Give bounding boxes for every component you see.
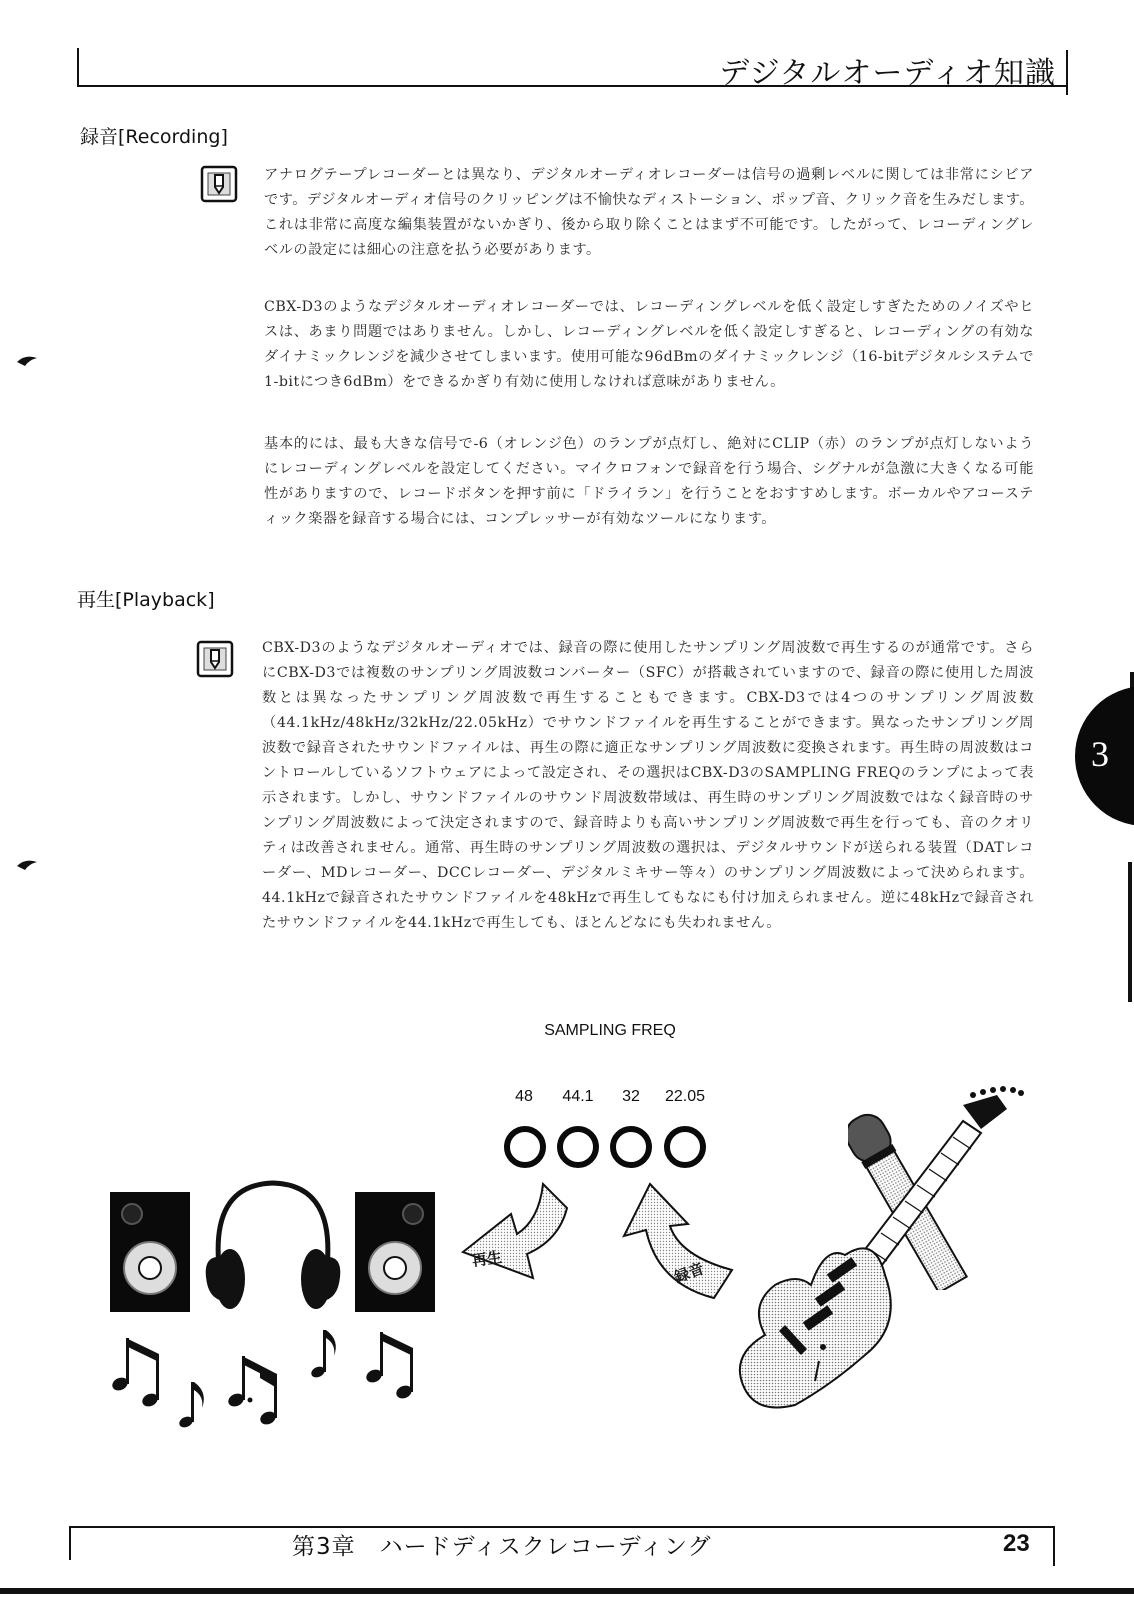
recording-arrow-icon [620,1180,745,1305]
footer-rule-right [1053,1526,1055,1566]
headphones-icon [198,1175,348,1315]
note-icon [200,165,238,203]
freq-label-44-1: 44.1 [562,1088,594,1105]
margin-mark [15,352,39,368]
freq-label-32: 32 [622,1088,640,1105]
recording-paragraph-2: CBX-D3のようなデジタルオーディオレコーダーでは、レコーディングレベルを低く設定しすぎたためのノイズやヒスは、あまり問題ではありません。しかし、レコーディングレベルを低く設定しすぎると、レコーディングの有効なダイナミックレンジを減少させてしまいます。使用可能な96dBmのダイナミックレンジ（16-bitデジタルシステムで1-bitにつき6dBm）をできるかぎり有効に使用しなければ意味がありません。 [264,299,1034,390]
lamp-44-1 [557,1126,599,1168]
music-notes-icon [108,1320,428,1435]
chapter-tab-number: 3 [1091,734,1109,774]
header-rule-left [77,48,79,86]
lamp-22-05 [664,1126,706,1168]
figure-title: SAMPLING FREQ [544,1022,676,1039]
recording-paragraph-3: 基本的には、最も大きな信号で-6（オレンジ色）のランプが点灯し、絶対にCLIP（赤）のランプが点灯しないようにレコーディングレベルを設定してください。マイクロフォンで録音を行う場合、シグナルが急激に大きくなる可能性がありますので、レコードボタンを押す前に「ドライラン」を行うことをおすすめします。ボーカルやアコースティック楽器を録音する場合には、コンプレッサーが有効なツールになります。 [264,436,1034,527]
speaker-icon [110,1192,190,1312]
freq-label-22-05: 22.05 [664,1088,706,1105]
header-rule-right [1066,50,1068,95]
playback-title: 再生[Playback] [77,589,215,611]
recording-paragraph-1: アナログテープレコーダーとは異なり、デジタルオーディオレコーダーは信号の過剰レベルに関しては非常にシビアです。デジタルオーディオ信号のクリッピングは不愉快なディストーション、ポップ音、クリック音を生みだします。これは非常に高度な編集装置がないかぎり、後から取り除くことはまず不可能です。したがって、レコーディングレベルの設定には細心の注意を払う必要があります。 [264,167,1034,258]
bottom-edge [0,1588,1134,1594]
playback-paragraph: CBX-D3のようなデジタルオーディオでは、録音の際に使用したサンプリング周波数で再生するのが通常です。さらにCBX-D3では複数のサンプリング周波数コンバーター（SFC）が搭載されていますので、録音の際に使用した周波数とは異なったサンプリング周波数で再生することもできます。CBX-D3では4つのサンプリング周波数（44.1kHz/48kHz/32kHz/22.05kHz）でサウンドファイルを再生することができます。異なったサンプリング周波数で録音されたサウンドファイルは、再生の際に適正なサンプリング周波数に変換されます。再生時の周波数はコントロールしているソフトウェアによって設定され、その選択はCBX-D3のSAMPLING FREQのランプによって表示されます。しかし、サウンドファイルのサウンド周波数帯域は、再生時のサンプリング周波数ではなく録音時のサンプリング周波数によって決定されますので、録音時よりも高いサンプリング周波数で再生を行っても、音のクオリティは改善されません。通常、再生時のサンプリング周波数の選択は、デジタルサウンドが送られる装置（DATレコーダー、MDレコーダー、DCCレコーダー、デジタルミキサー等々）のサンプリング周波数によって決められます。44.1kHzで録音されたサウンドファイルを48kHzで再生してもなにも付け加えられません。逆に48kHzで録音されたサウンドファイルを44.1kHzで再生しても、ほとんどなにも失われません。 [262,640,1034,931]
recording-title: 録音[Recording] [80,126,228,148]
freq-label-48: 48 [515,1088,533,1105]
lamp-48 [504,1126,546,1168]
footer-rule-left [69,1526,71,1560]
speaker-icon [355,1192,435,1312]
header-title: デジタルオーディオ知識 [719,56,1056,91]
page-number: 23 [1003,1530,1030,1557]
lamp-32 [610,1126,652,1168]
guitar-icon [735,1085,1040,1425]
playback-arrow-icon [455,1180,580,1305]
margin-mark [15,856,39,872]
footer-chapter: 第3章 ハードディスクレコーディング [292,1534,712,1560]
tab-bar-bottom [1128,862,1132,1002]
note-icon [196,640,234,678]
recording-arrow-label: 録音 [671,1259,707,1287]
playback-arrow-label: 再生 [470,1247,504,1270]
